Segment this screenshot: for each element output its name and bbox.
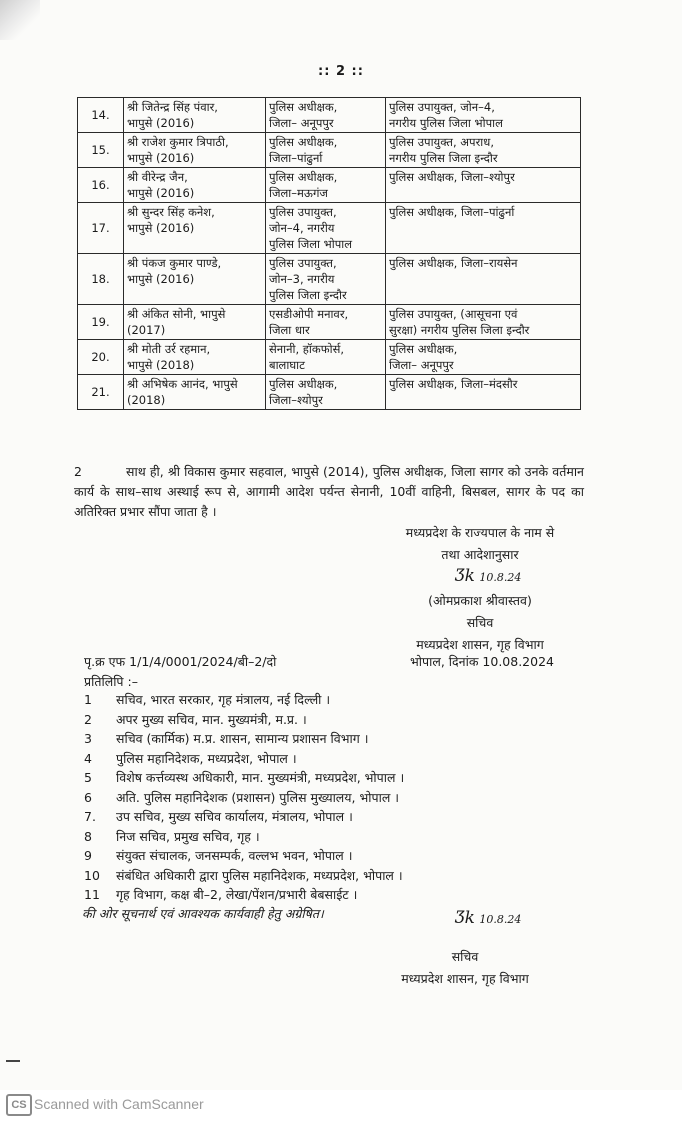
officer-current-line: जोन–3, नगरीय [269,272,335,286]
officer-new-line: सुरक्षा) नगरीय पुलिस जिला इन्दौर [389,323,530,337]
copy-recipient-item [80,729,480,749]
copy-recipient-text: अति. पुलिस महानिदेशक (प्रशासन) पुलिस मुख्यालय, भोपाल । [116,789,400,805]
officer-row [78,305,581,340]
officer-name-cell [124,305,266,340]
officer-serial: 16. [78,168,124,203]
officer-serial: 20. [78,340,124,375]
copy-heading: प्रतिलिपि :– [84,674,138,689]
officer-row [78,375,581,410]
copy-recipient-number: 8 [84,828,92,844]
officer-new-cell [386,203,581,254]
copy-recipient-number: 2 [84,711,92,727]
officer-name-line: (2017) [127,323,166,337]
officer-name-cell [124,133,266,168]
officer-current-line: पुलिस उपायुक्त, [269,205,337,219]
officer-current-line: जिला–मऊगंज [269,186,328,200]
officer-new-cell [386,375,581,410]
officer-name-cell [124,340,266,375]
copy-recipient-number: 1 [84,692,92,707]
reference-place-date: भोपाल, दिनांक 10.08.2024 [410,654,554,669]
officer-current-line: पुलिस अधीक्षक, [269,135,338,149]
officer-new-line: पुलिस अधीक्षक, जिला–मंदसौर [389,377,518,391]
officer-current-line: सेनानी, हॉकफोर्स, [269,342,344,356]
officer-name-cell [124,98,266,133]
officer-name-line: भापुसे (2016) [127,272,195,286]
camscanner-watermark-text: Scanned with CamScanner [34,1096,204,1112]
officer-name-cell [124,375,266,410]
officer-current-line: बालाघाट [269,358,305,372]
officer-current-line: जिला–श्योपुर [269,393,323,407]
officer-name-line: श्री राजेश कुमार त्रिपाठी, [127,135,229,149]
copy-recipient-text: अपर मुख्य सचिव, मान. मुख्यमंत्री, म.प्र. । [116,711,307,727]
officer-current-line: जिला– अनूपपुर [269,116,334,130]
officer-name-line: श्री वीरेन्द्र जैन, [127,170,188,184]
officer-new-line: पुलिस अधीक्षक, [389,342,458,356]
copy-recipient-item [80,807,480,827]
authority-line-2: तथा आदेशानुसार [441,547,519,562]
officer-new-cell [386,133,581,168]
officer-current-line: जोन–4, नगरीय [269,221,335,235]
officer-new-line: जिला– अनूपपुर [389,358,454,372]
officer-new-line: पुलिस उपायुक्त, जोन–4, [389,100,495,114]
officer-current-line: पुलिस अधीक्षक, [269,377,338,391]
copy-recipient-item [80,690,480,710]
copy-recipient-number: 11 [84,887,100,902]
copy-recipient-text: पुलिस महानिदेशक, मध्यप्रदेश, भोपाल । [116,750,297,766]
authority-line-1: मध्यप्रदेश के राज्यपाल के नाम से [405,525,555,540]
officer-name-line: भापुसे (2016) [127,186,195,200]
copy-recipient-number: 9 [84,848,92,863]
authority-block [370,522,590,566]
page-number: :: 2 :: [318,64,364,79]
officer-name-line: श्री जितेन्द्र सिंह पंवार, [127,100,218,114]
bottom-signatory-block [370,946,560,990]
officer-name-line: भापुसे (2016) [127,116,195,130]
officer-new-line: पुलिस अधीक्षक, जिला–रायसेन [389,256,518,270]
officer-row [78,98,581,133]
officer-current-line: पुलिस उपायुक्त, [269,256,337,270]
officer-new-line: नगरीय पुलिस जिला इन्दौर [389,151,498,165]
officer-serial: 17. [78,203,124,254]
officer-row [78,340,581,375]
copy-recipient-item [80,749,480,769]
officer-new-cell [386,254,581,305]
officer-current-cell [266,98,386,133]
copy-recipient-number: 7. [84,809,96,824]
bottom-signature-date: 10.8.24 [479,913,522,926]
officer-name-line: भापुसे (2018) [127,358,195,372]
officer-current-line: पुलिस जिला इन्दौर [269,288,347,302]
copy-recipient-list [80,690,480,905]
copy-recipient-item [80,846,480,866]
copy-recipient-text: विशेष कर्त्तव्यस्थ अधिकारी, मान. मुख्यमंत्री, मध्यप्रदेश, भोपाल । [116,770,405,785]
signatory-department: मध्यप्रदेश शासन, गृह विभाग [416,637,544,652]
copy-recipient-text: निज सचिव, प्रमुख सचिव, गृह । [116,828,260,844]
copy-recipient-number: 3 [84,731,92,746]
signatory-name: (ओमप्रकाश श्रीवास्तव) [428,593,532,608]
officer-current-line: एसडीओपी मनावर, [269,307,349,321]
margin-mark [6,1060,20,1062]
officer-name-cell [124,254,266,305]
officer-name-line: श्री सुन्दर सिंह कनेश, [127,205,215,219]
signatory-designation: सचिव [466,615,494,630]
copy-recipient-text: संयुक्त संचालक, जनसम्पर्क, वल्लभ भवन, भोपाल । [116,848,353,863]
officer-serial: 19. [78,305,124,340]
officer-current-line: पुलिस अधीक्षक, [269,100,338,114]
officer-current-line: पुलिस अधीक्षक, [269,170,338,184]
copy-recipient-item [80,885,480,905]
officer-name-cell [124,203,266,254]
reference-number: पृ.क्र एफ 1/1/4/0001/2024/बी–2/दो [84,654,277,669]
bottom-signature: Ʒk 10.8.24 [455,908,522,928]
bottom-signatory-designation: सचिव [451,949,479,964]
officer-new-cell [386,168,581,203]
officer-name-line: श्री पंकज कुमार पाण्डे, [127,256,222,270]
officer-current-line: जिला–पांढुर्ना [269,151,323,165]
paragraph-2 [74,462,584,522]
officer-current-cell [266,254,386,305]
officer-new-cell [386,305,581,340]
officer-current-cell [266,375,386,410]
officer-new-line: पुलिस उपायुक्त, (आसूचना एवं [389,307,518,321]
officer-new-line: नगरीय पुलिस जिला भोपाल [389,116,503,130]
officer-serial: 18. [78,254,124,305]
officer-current-cell [266,340,386,375]
officer-current-line: पुलिस जिला भोपाल [269,237,353,251]
camscanner-logo-icon: CS [6,1094,32,1116]
copy-recipient-number: 6 [84,789,92,805]
officer-new-line: पुलिस उपायुक्त, अपराध, [389,135,494,149]
officer-serial: 21. [78,375,124,410]
copy-recipient-text: सचिव, भारत सरकार, गृह मंत्रालय, नई दिल्ली । [116,692,331,707]
copy-recipient-item [80,768,480,788]
officer-name-line: श्री अभिषेक आनंद, भापुसे [127,377,238,391]
bottom-signatory-department: मध्यप्रदेश शासन, गृह विभाग [401,971,529,986]
officer-name-line: भापुसे (2016) [127,151,195,165]
officer-name-cell [124,168,266,203]
copy-recipient-text: संबंधित अधिकारी द्वारा पुलिस महानिदेशक, मध्यप्रदेश, भोपाल । [116,867,403,883]
copy-recipient-item [80,827,480,847]
paragraph-number: 2 [74,464,82,479]
copy-recipient-number: 10 [84,867,100,883]
officer-new-cell [386,340,581,375]
paragraph-text: साथ ही, श्री विकास कुमार सहवाल, भापुसे (2014), पुलिस अधीक्षक, जिला सागर को उनके वर्तमान कार्य के साथ–साथ अस्थाई रूप से, आगामी आदेश पर्यन्त सेनानी, 10वीं वाहिनी, बिसबल, सागर के पद का अतिरिक्त प्रभार सौंपा जाता है । [74,464,584,519]
copy-recipient-number: 4 [84,750,92,766]
officer-name-line: श्री अंकित सोनी, भापुसे [127,307,226,321]
officer-row [78,203,581,254]
page-corner-shadow [0,0,40,40]
officer-row [78,254,581,305]
officer-serial: 15. [78,133,124,168]
officer-transfer-table [77,97,581,410]
copy-recipient-text: गृह विभाग, कक्ष बी–2, लेखा/पेंशन/प्रभारी बेबसाईट । [116,887,358,902]
officer-row [78,133,581,168]
officer-current-cell [266,168,386,203]
officer-name-line: श्री मोती उर्र रहमान, [127,342,211,356]
signature-date: 10.8.24 [479,571,522,584]
copy-recipient-item [80,866,480,886]
copy-recipient-number: 5 [84,770,92,785]
officer-serial: 14. [78,98,124,133]
officer-current-line: जिला धार [269,323,310,337]
copy-recipient-item [80,710,480,730]
officer-new-line: पुलिस अधीक्षक, जिला–श्योपुर [389,170,515,184]
officer-name-line: (2018) [127,393,166,407]
copy-recipient-text: उप सचिव, मुख्य सचिव कार्यालय, मंत्रालय, भोपाल । [116,809,353,824]
officer-current-cell [266,305,386,340]
officer-new-cell [386,98,581,133]
officer-name-line: भापुसे (2016) [127,221,195,235]
officer-row [78,168,581,203]
signatory-block [380,590,580,656]
secretary-signature: Ʒk 10.8.24 [455,566,522,586]
officer-current-cell [266,133,386,168]
closing-line: की ओर सूचनार्थ एवं आवश्यक कार्यवाही हेतु अग्रेषित। [82,906,324,921]
copy-recipient-item [80,788,480,808]
officer-new-line: पुलिस अधीक्षक, जिला–पांढुर्ना [389,205,515,219]
officer-current-cell [266,203,386,254]
copy-recipient-text: सचिव (कार्मिक) म.प्र. शासन, सामान्य प्रशासन विभाग । [116,731,369,746]
